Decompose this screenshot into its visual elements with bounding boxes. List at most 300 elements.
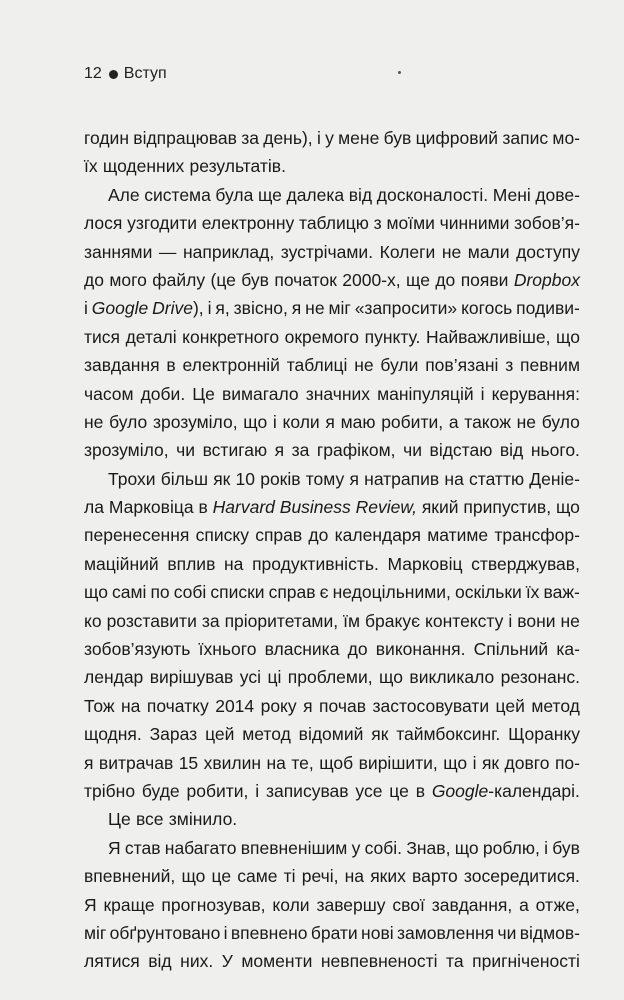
text-word: чи <box>176 440 196 461</box>
text-word: 2000-х, <box>342 269 401 290</box>
text-word: Business <box>279 497 351 518</box>
text-word: став <box>124 837 161 858</box>
text-word: лятися <box>84 951 140 972</box>
text-word: по- <box>554 752 580 773</box>
text-word: застосовувати <box>372 695 490 716</box>
text-word: в <box>198 497 208 518</box>
text-word: Колеги <box>379 241 436 262</box>
text-word: Щоранку <box>508 724 580 745</box>
text-word: впевненішим <box>240 837 348 858</box>
text-word: за <box>201 610 220 631</box>
text-word: у <box>325 128 334 148</box>
text-word: відмов- <box>519 922 580 943</box>
text-word: метод <box>242 724 291 745</box>
text-word: та <box>446 951 464 972</box>
text-line <box>84 124 580 152</box>
text-word: результатів. <box>189 156 286 177</box>
text-word: тому <box>305 468 345 489</box>
text-word: певним <box>520 355 580 376</box>
text-word: Марковіца <box>108 497 194 518</box>
text-word: часом <box>84 383 134 404</box>
text-word: варто <box>412 866 458 887</box>
text-word: Drive), <box>152 298 204 319</box>
text-word: я <box>303 695 313 716</box>
text-word: не <box>305 298 325 319</box>
text-word: Це <box>192 383 215 404</box>
text-word: і <box>544 837 548 858</box>
bullet-icon <box>109 70 118 79</box>
text-line <box>84 692 580 720</box>
text-word: буде <box>141 780 180 801</box>
text-line <box>84 919 580 947</box>
text-word: 15 <box>178 752 199 773</box>
text-word: по <box>150 582 170 603</box>
text-word: завдання <box>84 355 160 376</box>
text-word: мали <box>467 241 510 262</box>
text-word: моменти <box>241 951 313 972</box>
text-word: вони <box>517 610 556 631</box>
text-word: було <box>109 411 148 432</box>
text-line <box>84 181 580 209</box>
text-word: резонанс. <box>500 667 580 688</box>
text-word: когось <box>461 298 513 319</box>
text-word: маніпуляцій <box>377 383 474 404</box>
text-word: коли <box>272 894 310 915</box>
text-word: 2014 <box>215 695 255 716</box>
text-word: і <box>508 610 513 631</box>
text-word: на <box>444 468 464 489</box>
text-word: що <box>84 582 108 603</box>
text-word: не <box>441 241 462 262</box>
text-word: почав <box>319 695 367 716</box>
text-word: був <box>241 269 269 290</box>
text-word: бракує <box>364 610 421 631</box>
text-word: і <box>480 383 485 404</box>
text-word: не <box>560 610 580 631</box>
running-head <box>84 64 167 84</box>
text-word: до <box>308 525 329 546</box>
text-word: замовлення <box>396 922 495 943</box>
text-word: справ <box>268 582 316 603</box>
text-word: краще <box>103 894 155 915</box>
text-word: до <box>347 639 368 660</box>
text-word: їх <box>525 582 540 603</box>
text-word: роблю, <box>482 837 540 858</box>
text-word: ще <box>406 269 430 290</box>
text-word: електронній <box>182 355 280 376</box>
text-word: щоб <box>319 752 354 773</box>
text-word: Але <box>108 184 140 205</box>
text-word: була <box>215 184 254 205</box>
text-word: речі, <box>301 866 339 887</box>
text-word: справ <box>255 525 303 546</box>
text-word: і <box>207 298 212 319</box>
text-word: файлу <box>152 269 206 290</box>
text-line <box>84 351 580 379</box>
text-line <box>84 578 580 606</box>
text-word: і <box>316 128 321 148</box>
text-line <box>84 862 580 890</box>
text-word: завершу <box>316 894 386 915</box>
text-word: отже, <box>535 894 580 915</box>
text-word: був <box>383 128 412 148</box>
text-word: змінило. <box>168 809 238 830</box>
text-line <box>84 749 580 777</box>
text-line <box>84 436 580 464</box>
text-line <box>84 521 580 549</box>
text-line <box>84 238 580 266</box>
text-word: мого <box>109 269 147 290</box>
text-word: на <box>121 695 141 716</box>
text-word: що <box>454 837 479 858</box>
text-word: продуктивність. <box>252 553 379 574</box>
text-word: — <box>158 241 177 262</box>
text-word: списки <box>210 582 265 603</box>
text-word: керування: <box>491 383 580 404</box>
text-word: їх <box>84 156 98 177</box>
text-word: і <box>272 411 277 432</box>
text-word: я <box>325 411 335 432</box>
text-word: власника <box>264 639 340 660</box>
text-word: перенесення <box>84 525 190 546</box>
text-word: на <box>266 752 286 773</box>
text-word: Harvard <box>212 497 275 518</box>
text-word: Dropbox <box>513 269 580 290</box>
text-word: прогнозував, <box>161 894 266 915</box>
text-word: пріоритетами, <box>224 610 339 631</box>
text-word: тися <box>84 326 121 347</box>
text-word: доби. <box>140 383 186 404</box>
text-word: появи <box>460 269 509 290</box>
text-word: у <box>351 837 361 858</box>
text-word: Зараз <box>149 724 198 745</box>
text-word: завдання, <box>431 894 513 915</box>
text-word: міг <box>328 298 351 319</box>
page-number: 12 <box>84 65 102 82</box>
text-word: набагато <box>164 837 237 858</box>
text-word: від <box>148 951 172 972</box>
text-word: впевнено <box>230 922 308 943</box>
section-title: Вступ <box>123 65 167 82</box>
text-line <box>84 550 580 578</box>
text-word: їхнього <box>198 639 257 660</box>
text-word: зобов’я- <box>514 213 580 234</box>
text-word: подиви- <box>516 298 580 319</box>
text-word: вимагало <box>221 383 299 404</box>
text-word: все <box>135 809 164 830</box>
text-word: Я <box>84 894 97 915</box>
text-line <box>84 607 580 635</box>
text-line <box>84 635 580 663</box>
text-word: лося <box>84 213 123 234</box>
text-word: Спільний <box>473 639 549 660</box>
text-word: викликало <box>409 667 495 688</box>
text-word: довго <box>504 752 550 773</box>
text-word: я <box>274 440 285 461</box>
text-word: досконалості. <box>376 184 489 205</box>
text-word: встигаю <box>202 440 268 461</box>
text-word: з <box>373 213 382 234</box>
text-line <box>84 891 580 919</box>
text-word: від <box>348 184 373 205</box>
text-word: були <box>380 355 419 376</box>
text-word: конкретного <box>182 326 280 347</box>
text-word: не <box>84 411 104 432</box>
text-word: не <box>516 411 537 432</box>
text-word: таймбоксинг. <box>396 724 501 745</box>
text-word: обґрунтовано <box>109 922 221 943</box>
text-word: ла <box>84 497 104 518</box>
text-word: що <box>555 497 580 518</box>
text-word: 10 <box>235 468 256 489</box>
text-word: далека <box>286 184 345 205</box>
text-word: їм <box>343 610 360 631</box>
text-word: доступу <box>516 241 580 262</box>
text-word: Google-календарі. <box>431 780 580 801</box>
text-word: виконання. <box>375 639 466 660</box>
text-word: оскільки <box>454 582 522 603</box>
text-word: року <box>260 695 297 716</box>
text-word: «запросити» <box>354 298 458 319</box>
text-word: деталі <box>125 326 177 347</box>
text-word: стверджував, <box>471 553 580 574</box>
text-word: графіком, <box>316 440 396 461</box>
text-word: до <box>84 269 104 290</box>
text-word: маційний <box>84 553 159 574</box>
text-word: і <box>84 298 88 319</box>
text-word: на <box>344 866 365 887</box>
text-word: вирішував <box>149 667 234 688</box>
text-word: і <box>255 780 260 801</box>
text-word: Review, <box>355 497 417 518</box>
text-word: невпевненості <box>320 951 438 972</box>
text-word: і <box>472 752 477 773</box>
text-word: я <box>291 298 302 319</box>
text-word: і <box>223 922 228 943</box>
text-line <box>84 294 580 322</box>
text-line <box>84 209 580 237</box>
text-word: списку <box>195 525 249 546</box>
text-word: трібно <box>84 780 136 801</box>
text-word: Це <box>108 809 131 830</box>
text-line <box>84 493 580 521</box>
text-word: також <box>464 411 511 432</box>
text-word: не <box>354 355 374 376</box>
text-word: до <box>435 269 456 290</box>
text-word: самі <box>111 582 147 603</box>
text-word: ко <box>84 610 102 631</box>
text-word: вплив <box>167 553 216 574</box>
text-word: робити, <box>186 780 249 801</box>
text-word: з <box>505 355 514 376</box>
print-speck-icon <box>398 71 401 74</box>
text-word: зобов’язують <box>84 639 191 660</box>
text-word: Мені <box>492 184 531 205</box>
text-word: вирішити, <box>358 752 438 773</box>
text-word: початку <box>146 695 209 716</box>
text-word: усі <box>239 667 261 688</box>
text-word: усе <box>355 780 383 801</box>
text-word: що <box>443 752 468 773</box>
text-word: щоденних <box>102 156 185 177</box>
text-word: як <box>213 468 231 489</box>
text-word: припустив, <box>463 497 552 518</box>
text-word: пункту. <box>364 326 421 347</box>
text-word: наприклад, <box>182 241 275 262</box>
text-word: зосередитися. <box>463 866 580 887</box>
text-word: за <box>241 128 259 148</box>
text-word: запис <box>502 128 549 148</box>
text-word: робити, <box>381 411 444 432</box>
text-word: я, <box>215 298 230 319</box>
text-word: хвилин <box>203 752 262 773</box>
text-word: що <box>243 411 268 432</box>
text-word: щодня. <box>84 724 142 745</box>
text-line <box>84 408 580 436</box>
text-line <box>84 805 580 833</box>
text-word: електронну <box>201 213 295 234</box>
text-word: Тож <box>84 695 115 716</box>
text-word: (це <box>210 269 236 290</box>
text-word: те, <box>291 752 314 773</box>
text-word: собі <box>173 582 207 603</box>
text-word: початок <box>274 269 337 290</box>
text-line <box>84 834 580 862</box>
text-word: а <box>448 411 459 432</box>
text-word: Найважливіше, <box>425 326 551 347</box>
text-word: Знав, <box>406 837 451 858</box>
body-text <box>84 124 580 976</box>
text-word: від <box>499 440 524 461</box>
text-word: що <box>181 866 206 887</box>
text-word: впевнений, <box>84 866 176 887</box>
text-word: відпрацював <box>133 128 237 148</box>
text-word: нього. <box>530 440 580 461</box>
text-word: брати <box>310 922 358 943</box>
text-word: пригніченості <box>472 951 580 972</box>
text-line <box>84 663 580 691</box>
text-word: статтю <box>469 468 525 489</box>
text-word: дове- <box>535 184 580 205</box>
text-word: система <box>144 184 211 205</box>
text-word: розставити <box>106 610 197 631</box>
text-word: міг <box>84 922 107 943</box>
text-word: метод <box>531 695 580 716</box>
text-word: а <box>519 894 529 915</box>
text-word: саме <box>237 866 278 887</box>
text-word: є <box>319 582 329 603</box>
text-word: проблеми, <box>287 667 373 688</box>
text-word: який <box>421 497 459 518</box>
text-word: зустрічами. <box>280 241 374 262</box>
text-word: був <box>552 837 580 858</box>
text-word: нові <box>361 922 394 943</box>
text-word: моїми <box>386 213 435 234</box>
text-word: У <box>221 951 233 972</box>
text-word: мене <box>338 128 380 148</box>
text-line <box>84 380 580 408</box>
text-line <box>84 323 580 351</box>
text-word: що <box>379 667 403 688</box>
text-word: ці <box>267 667 282 688</box>
text-word: за <box>291 440 310 461</box>
text-word: це <box>389 780 409 801</box>
text-line <box>84 777 580 805</box>
text-word: цей <box>495 695 525 716</box>
text-word: як <box>481 752 500 773</box>
text-word: в <box>415 780 425 801</box>
text-word: свої <box>392 894 425 915</box>
text-word: значних <box>305 383 371 404</box>
text-word: чинними <box>439 213 510 234</box>
text-line <box>84 720 580 748</box>
text-word: ще <box>257 184 282 205</box>
text-word: записував <box>265 780 349 801</box>
text-word: Google <box>91 298 149 319</box>
text-word: собі. <box>364 837 403 858</box>
text-word: ті <box>283 866 296 887</box>
text-word: що <box>556 326 580 347</box>
text-word: натрапив <box>364 468 440 489</box>
text-word: цей <box>205 724 235 745</box>
text-word: звісно, <box>233 298 288 319</box>
text-word: зрозуміло, <box>84 440 169 461</box>
text-word: трансфор- <box>494 525 580 546</box>
text-word: зрозуміло, <box>152 411 238 432</box>
text-line <box>84 152 580 180</box>
text-word: годин <box>84 128 129 148</box>
text-word: мо- <box>552 128 580 148</box>
text-word: більш <box>160 468 208 489</box>
text-word: відомий <box>298 724 364 745</box>
text-word: маю <box>340 411 376 432</box>
text-line <box>84 266 580 294</box>
text-word: день), <box>263 128 313 148</box>
text-word: окремого <box>284 326 360 347</box>
text-word: таблиці <box>286 355 348 376</box>
text-word: Марковіц <box>387 553 463 574</box>
text-word: лендар <box>84 667 144 688</box>
text-word: пов’язані <box>425 355 499 376</box>
text-word: таблицю <box>299 213 369 234</box>
text-word: на <box>224 553 244 574</box>
text-word: Трохи <box>108 468 156 489</box>
text-word: я <box>349 468 359 489</box>
text-line <box>84 947 580 975</box>
text-word: відстаю <box>429 440 493 461</box>
text-word: них. <box>180 951 214 972</box>
text-word: коли <box>282 411 320 432</box>
text-word: важ- <box>543 582 580 603</box>
text-word: заннями <box>84 241 153 262</box>
text-word: матиме <box>427 525 489 546</box>
text-word: років <box>260 468 301 489</box>
text-word: календаря <box>334 525 421 546</box>
text-word: я <box>84 752 94 773</box>
text-word: чи <box>497 922 517 943</box>
text-word: яких <box>370 866 406 887</box>
text-word: Я <box>108 837 121 858</box>
text-word: в <box>166 355 176 376</box>
text-word: було <box>541 411 580 432</box>
text-word: чи <box>403 440 422 461</box>
text-word: це <box>211 866 232 887</box>
text-line <box>84 465 580 493</box>
text-word: Деніе- <box>529 468 580 489</box>
text-word: узгодити <box>127 213 198 234</box>
text-word: ка- <box>556 639 580 660</box>
text-word: цифровий <box>415 128 499 148</box>
